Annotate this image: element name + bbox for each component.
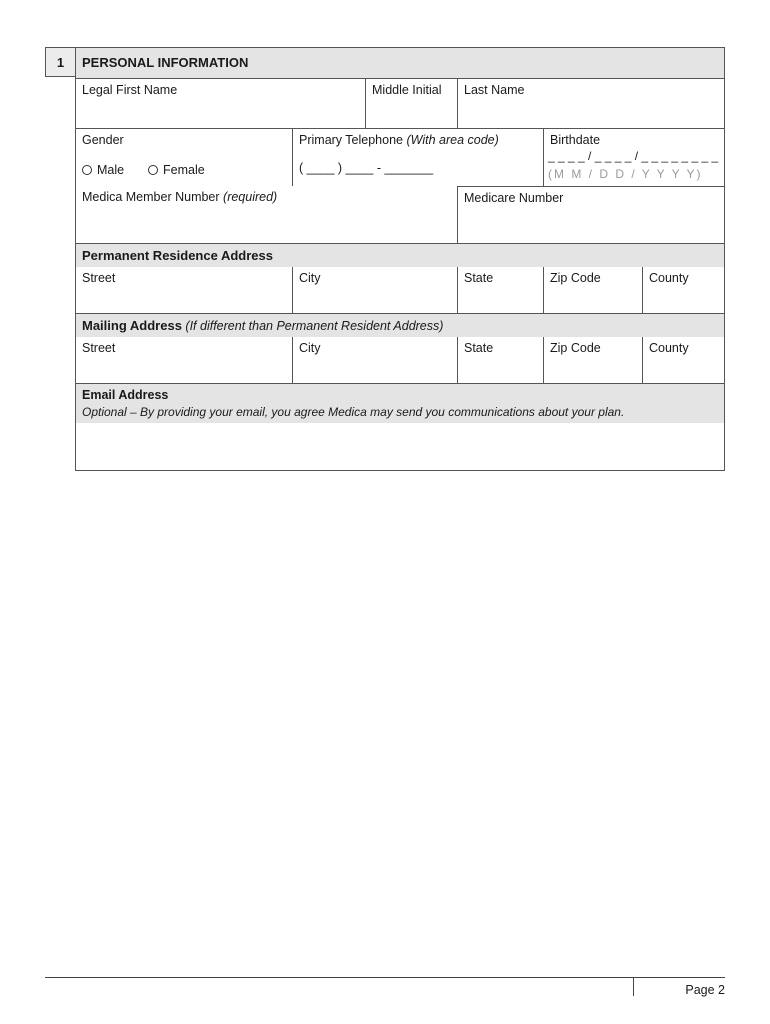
mailing-address-header bbox=[76, 313, 724, 337]
mailing-address-row bbox=[76, 337, 724, 383]
permanent-address-row bbox=[76, 267, 724, 313]
birthdate-label: Birthdate bbox=[550, 133, 601, 147]
phone-label-line bbox=[299, 133, 499, 147]
email-note: Optional – By providing your email, you agree Medica may send you communications about your plan. bbox=[82, 405, 625, 419]
male-radio-icon[interactable] bbox=[82, 165, 92, 175]
medica-member-number-field[interactable] bbox=[76, 186, 458, 243]
section-number: 1 bbox=[45, 47, 76, 77]
last-name-label: Last Name bbox=[464, 83, 525, 97]
mailing-city-label: City bbox=[299, 341, 321, 355]
email-title: Email Address bbox=[82, 388, 169, 402]
mailing-state-field[interactable] bbox=[457, 337, 544, 383]
permanent-county-label: County bbox=[649, 271, 689, 285]
mailing-state-label: State bbox=[464, 341, 494, 355]
middle-initial-field[interactable] bbox=[365, 79, 458, 128]
email-header bbox=[76, 383, 724, 423]
permanent-street-field[interactable] bbox=[76, 267, 292, 313]
female-label: Female bbox=[163, 163, 205, 177]
first-name-label: Legal First Name bbox=[82, 83, 178, 97]
phone-blank: ( ____ ) ____ - _______ bbox=[299, 161, 434, 175]
email-input[interactable] bbox=[76, 423, 724, 471]
medicare-number-field[interactable] bbox=[457, 186, 724, 243]
male-label: Male bbox=[97, 163, 125, 177]
mailing-zip-field[interactable] bbox=[543, 337, 643, 383]
birthdate-format: (M M / D D / Y Y Y Y) bbox=[548, 167, 703, 181]
mailing-street-field[interactable] bbox=[76, 337, 292, 383]
permanent-zip-label: Zip Code bbox=[550, 271, 601, 285]
mailing-address-note: (If different than Permanent Resident Address) bbox=[185, 319, 444, 333]
medica-member-label: Medica Member Number bbox=[82, 190, 220, 204]
mailing-county-label: County bbox=[649, 341, 689, 355]
permanent-city-label: City bbox=[299, 271, 321, 285]
mailing-street-label: Street bbox=[82, 341, 116, 355]
middle-initial-label: Middle Initial bbox=[372, 83, 442, 97]
gender-field bbox=[76, 129, 292, 186]
mailing-address-title-line bbox=[82, 318, 443, 333]
mailing-address-title: Mailing Address bbox=[82, 318, 182, 333]
birthdate-field[interactable] bbox=[543, 129, 724, 186]
permanent-city-field[interactable] bbox=[292, 267, 458, 313]
birthdate-blank: _ _ _ _ / _ _ _ _ / _ _ _ _ _ _ _ _ bbox=[548, 149, 719, 163]
primary-telephone-field[interactable] bbox=[292, 129, 544, 186]
gender-female-option[interactable] bbox=[148, 163, 205, 177]
phone-label: Primary Telephone bbox=[299, 133, 403, 147]
last-name-field[interactable] bbox=[457, 79, 724, 128]
medica-member-label-line bbox=[82, 190, 277, 204]
mailing-county-field[interactable] bbox=[642, 337, 724, 383]
page-number: Page 2 bbox=[685, 983, 725, 997]
medica-member-hint: (required) bbox=[223, 190, 278, 204]
contact-row bbox=[76, 128, 724, 186]
permanent-county-field[interactable] bbox=[642, 267, 724, 313]
footer-divider bbox=[45, 977, 725, 978]
medicare-number-label: Medicare Number bbox=[464, 191, 564, 205]
member-number-row bbox=[76, 186, 724, 243]
permanent-zip-field[interactable] bbox=[543, 267, 643, 313]
permanent-address-title: Permanent Residence Address bbox=[82, 248, 273, 263]
permanent-street-label: Street bbox=[82, 271, 116, 285]
gender-label: Gender bbox=[82, 133, 124, 147]
permanent-state-field[interactable] bbox=[457, 267, 544, 313]
first-name-field[interactable] bbox=[76, 79, 366, 128]
section-header bbox=[76, 48, 724, 78]
mailing-zip-label: Zip Code bbox=[550, 341, 601, 355]
footer-tick bbox=[633, 977, 634, 996]
permanent-state-label: State bbox=[464, 271, 494, 285]
section-title: PERSONAL INFORMATION bbox=[82, 55, 249, 70]
gender-male-option[interactable] bbox=[82, 163, 124, 177]
name-row bbox=[76, 78, 724, 128]
personal-information-form bbox=[75, 47, 725, 471]
female-radio-icon[interactable] bbox=[148, 165, 158, 175]
phone-hint: (With area code) bbox=[406, 133, 499, 147]
permanent-address-header bbox=[76, 243, 724, 267]
mailing-city-field[interactable] bbox=[292, 337, 458, 383]
